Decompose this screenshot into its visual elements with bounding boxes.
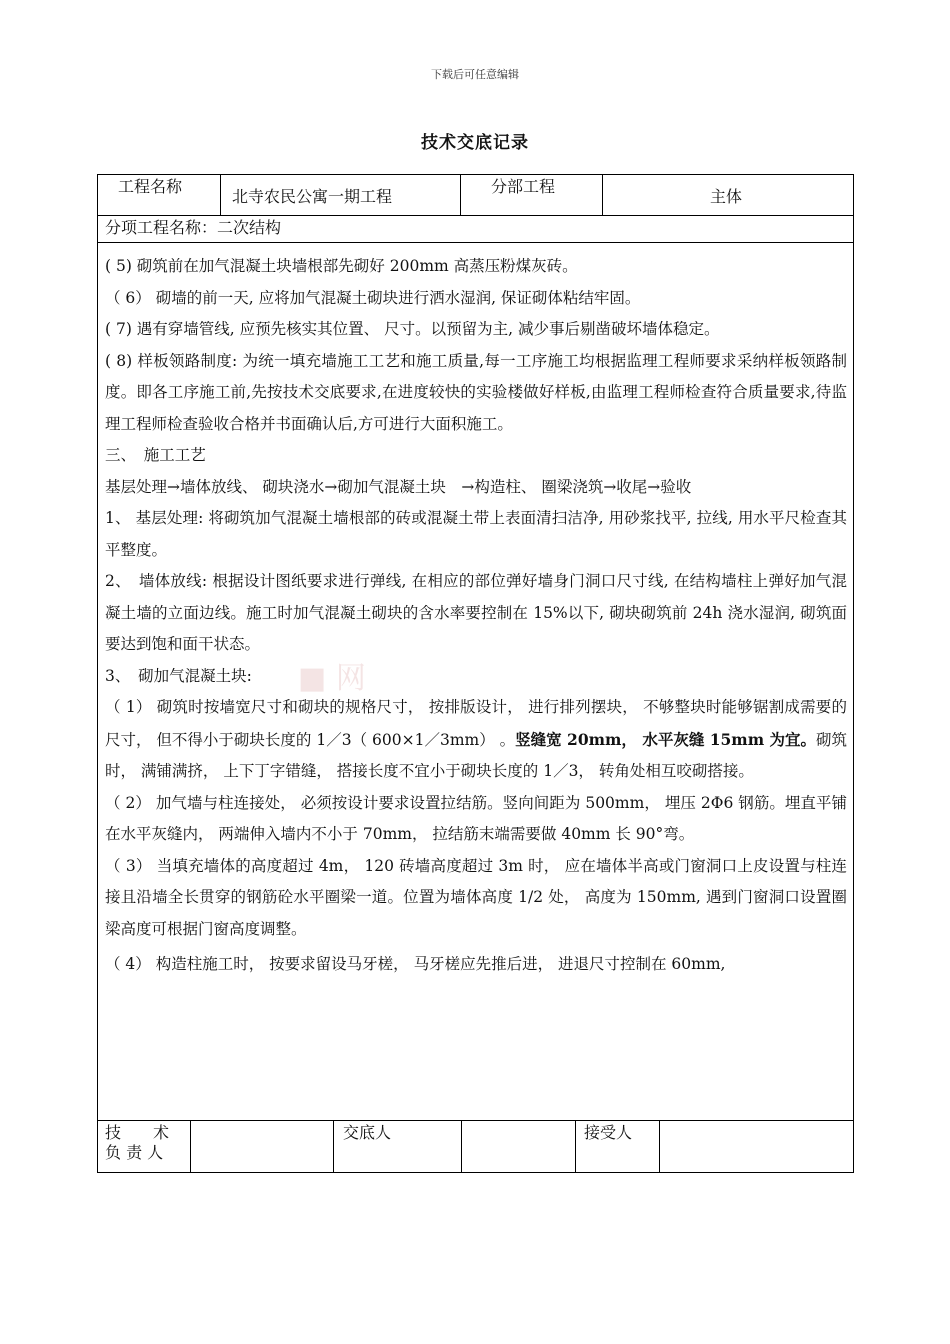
- section-heading: 三、 施工工艺: [105, 446, 206, 464]
- col-divider: [190, 1120, 191, 1173]
- paragraph: 2、 墙体放线: 根据设计图纸要求进行弹线, 在相应的部位弹好墙身门洞口尺寸线, 在结构墙柱上弹好加气混凝土墙的立面边线。施工时加气混凝土砌块的含水率要控制在 15%以下, 砌块砌筑前 24h 浇水湿润, 砌筑面要达到饱和面干状态。: [105, 572, 847, 653]
- record-table: [97, 174, 854, 1173]
- paragraph: （ 3） 当填充墙体的高度超过 4m， 120 砖墙高度超过 3m 时， 应在墙体半高或门窗洞口上皮设置与柱连接且沿墙全长贯穿的钢筋砼水平圈梁一道。位置为墙体高度 1/2 处， 高度为 150mm, 遇到门窗洞口设置圈梁高度可根据门窗高度调整。: [105, 856, 847, 938]
- project-name-value: 北寺农民公寓一期工程: [232, 187, 393, 206]
- header-note: 下载后可任意编辑: [431, 68, 519, 81]
- document-title: 技术交底记录: [421, 133, 529, 153]
- receiver-label: 接受人: [584, 1123, 633, 1142]
- tech-lead-label: 技 术 负 责 人: [105, 1123, 170, 1162]
- col-divider: [461, 1120, 462, 1173]
- row-divider: [98, 242, 853, 243]
- watermark-mark: ■ 网: [298, 661, 366, 696]
- division-value: 主体: [710, 187, 743, 206]
- col-divider: [220, 175, 221, 215]
- paragraph: （ 6） 砌墙的前一天, 应将加气混凝土砌块进行洒水湿润, 保证砌体粘结牢固。: [105, 288, 641, 307]
- project-name-label: 工程名称: [118, 177, 183, 196]
- row-divider: [98, 215, 853, 216]
- col-divider: [333, 1120, 334, 1173]
- paragraph: ( 8) 样板领路制度: 为统一填充墙施工工艺和施工质量,每一工序施工均根据监理工程师要求采纳样板领路制度。即各工序施工前,先按技术交底要求,在进度较快的实验楼做好样板,由监理工程师检查符合质量要求,待监理工程师检查验收合格并书面确认后,方可进行大面积施工。: [105, 351, 847, 433]
- col-divider: [659, 1120, 660, 1173]
- text-run: （ 1） 砌筑时按墙宽尺寸和砌块的规格尺寸， 按排版设计， 进行排列摆块， 不够整块时能够锯割成需要的尺寸， 但不得小于砌块长度的 1／3（ 600×1／3mm） 。: [105, 698, 848, 749]
- handover-label: 交底人: [343, 1123, 392, 1142]
- row-divider: [98, 1120, 853, 1121]
- content-body: [105, 251, 847, 981]
- subheading: 3、 砌加气混凝土块:: [105, 666, 252, 685]
- col-divider: [575, 1120, 576, 1173]
- division-label: 分部工程: [491, 177, 556, 196]
- paragraph: [105, 692, 847, 788]
- paragraph: ( 5) 砌筑前在加气混凝土块墙根部先砌好 200mm 高蒸压粉煤灰砖。: [105, 257, 578, 275]
- paragraph: 1、 基层处理: 将砌筑加气混凝土墙根部的砖或混凝土带上表面清扫洁净, 用砂浆找平, 拉线, 用水平尺检查其平整度。: [105, 509, 847, 559]
- text-run: 砌筑时， 满铺满挤， 上下丁字错缝， 搭接长度不宜小于砌块长度的 1／3， 转角处相互咬砌搭接。: [105, 730, 848, 780]
- paragraph: ( 7) 遇有穿墙管线, 应预先核实其位置、 尺寸。以预留为主, 减少事后剔凿破坏墙体稳定。: [105, 320, 720, 338]
- col-divider: [460, 175, 461, 215]
- col-divider: [602, 175, 603, 215]
- process-flow: 基层处理→墙体放线、 砌块浇水→砌加气混凝土块 →构造柱、 圈梁浇筑→收尾→验收: [105, 477, 692, 496]
- paragraph: （ 4） 构造柱施工时， 按要求留设马牙槎， 马牙槎应先推后进， 进退尺寸控制在 60mm,: [105, 955, 726, 973]
- bold-requirement: 竖缝宽 20mm， 水平灰缝 15mm 为宜。: [515, 729, 816, 749]
- paragraph: （ 2） 加气墙与柱连接处， 必须按设计要求设置拉结筋。竖向间距为 500mm， 埋压 2Φ6 钢筋。埋直平铺在水平灰缝内， 两端伸入墙内不小于 70mm， 拉结筋末端需要做 40mm 长 90°弯。: [105, 793, 847, 843]
- subitem-name: 分项工程名称：二次结构: [105, 218, 282, 237]
